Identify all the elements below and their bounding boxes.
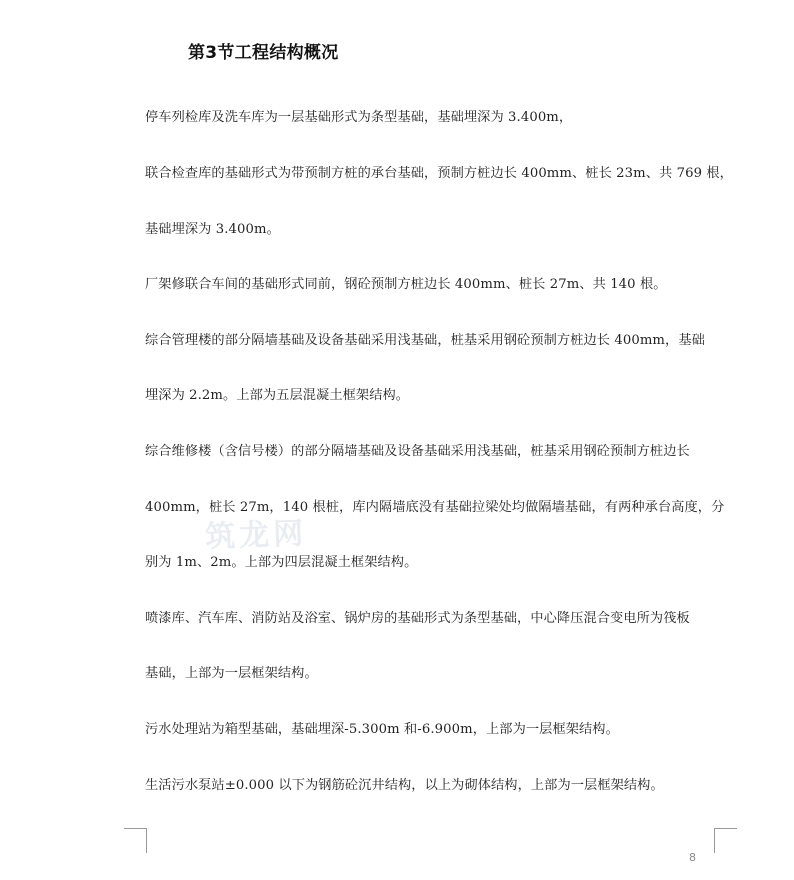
paragraph-line: 污水处理站为箱型基础，基础埋深-5.300m 和-6.900m，上部为一层框架结构。	[145, 722, 619, 737]
margin-corner-mark-right	[714, 828, 737, 853]
paragraph-line: 厂架修联合车间的基础形式同前，钢砼预制方桩边长 400mm、桩长 27m、共 140 根。	[145, 277, 667, 292]
watermark-logo: 筑龙网	[204, 516, 308, 555]
paragraph-line: 喷漆库、汽车库、消防站及浴室、锅炉房的基础形式为条型基础，中心降压混合变电所为筏板	[145, 611, 690, 626]
paragraph-line: 埋深为 2.2m。上部为五层混凝土框架结构。	[145, 388, 410, 403]
paragraph-line: 生活污水泵站±0.000 以下为钢筋砼沉井结构，以上为砌体结构，上部为一层框架结构。	[145, 778, 664, 793]
paragraph-line: 停车列检库及洗车库为一层基础形式为条型基础，基础埋深为 3.400m，	[145, 110, 573, 125]
paragraph-line: 基础埋深为 3.400m。	[145, 222, 280, 237]
paragraph-line: 综合维修楼（含信号楼）的部分隔墙基础及设备基础采用浅基础，桩基采用钢砼预制方桩边长	[145, 444, 690, 459]
paragraph-line: 综合管理楼的部分隔墙基础及设备基础采用浅基础，桩基采用钢砼预制方桩边长 400mm，基础	[145, 333, 705, 348]
page-number: 8	[689, 851, 696, 864]
paragraph-line: 联合检查库的基础形式为带预制方桩的承台基础，预制方桩边长 400mm、桩长 23m、共 769 根，	[145, 166, 733, 181]
paragraph-line: 基础，上部为一层框架结构。	[145, 666, 318, 681]
margin-corner-mark-left	[124, 828, 147, 853]
paragraph-line: 别为 1m、2m。上部为四层混凝土框架结构。	[145, 555, 418, 570]
paragraph-line: 400mm，桩长 27m，140 根桩，库内隔墙底没有基础拉梁处均做隔墙基础，有两种承台高度，分	[145, 500, 725, 515]
section-title: 第3节工程结构概况	[188, 43, 339, 63]
